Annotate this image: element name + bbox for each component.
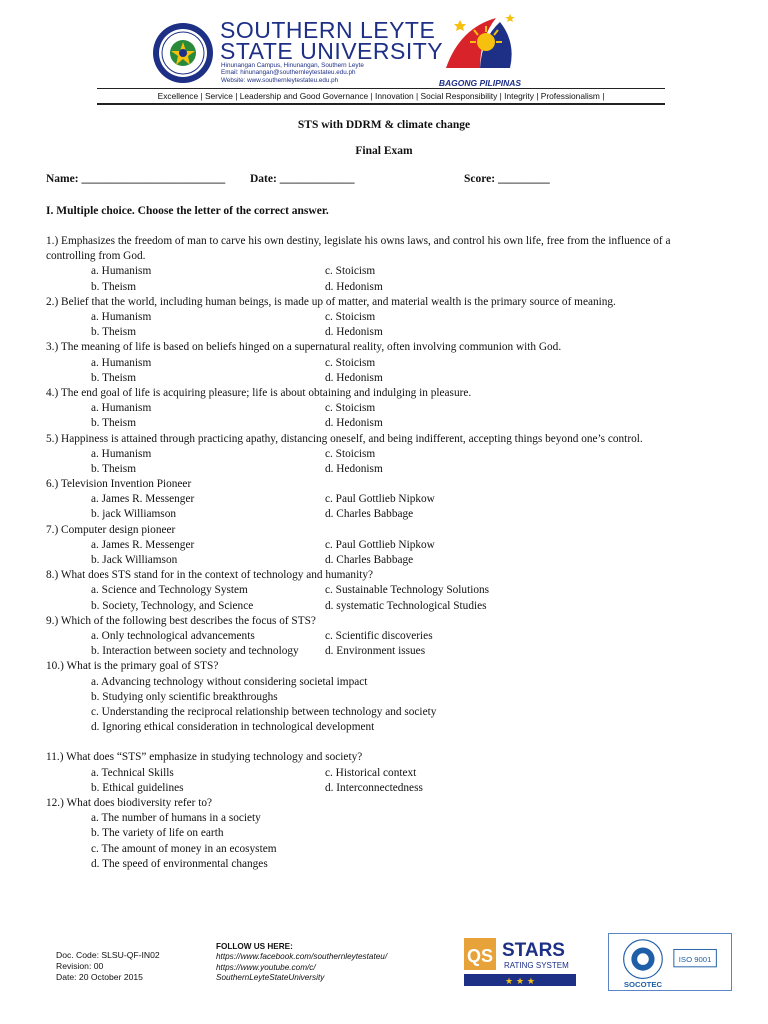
- option-row: [46, 462, 718, 477]
- option-row: [46, 280, 718, 295]
- doc-date: Date: 20 October 2015: [56, 972, 143, 982]
- answer-option[interactable]: a. The number of humans in a society: [91, 812, 261, 825]
- answer-option[interactable]: b. Theism: [91, 462, 136, 475]
- answer-option[interactable]: d. Hedonism: [325, 417, 383, 430]
- question-text: 1.) Emphasizes the freedom of man to carve his own destiny, legislate his owns laws, and control his own life, free from the influence of a controlling from God.: [46, 235, 671, 263]
- answer-option[interactable]: a. James R. Messenger: [91, 538, 195, 551]
- answer-options: [46, 766, 718, 796]
- answer-option[interactable]: c. Stoicism: [325, 447, 376, 460]
- answer-options: [46, 264, 718, 294]
- qs-mark-text: QS: [466, 946, 494, 966]
- question-text: 12.) What does biodiversity refer to?: [46, 796, 213, 809]
- campus-info: [221, 62, 364, 84]
- bagong-pilipinas-logo-icon: [440, 8, 520, 80]
- campus-email: Email: hinunangan@southernleytestateu.edu.ph: [221, 69, 356, 77]
- answer-option[interactable]: b. jack Williamson: [91, 508, 176, 521]
- answer-option[interactable]: d. Interconnectedness: [325, 781, 423, 794]
- answer-options: [46, 356, 718, 386]
- answer-option[interactable]: b. Society, Technology, and Science: [91, 599, 254, 612]
- answer-option[interactable]: d. The speed of environmental changes: [91, 857, 268, 870]
- question-text: 8.) What does STS stand for in the context of technology and humanity?: [46, 569, 374, 582]
- question-text: 10.) What is the primary goal of STS?: [46, 660, 219, 673]
- qs-rating-text: RATING SYSTEM: [504, 961, 569, 970]
- answer-option[interactable]: b. Theism: [91, 371, 136, 384]
- answer-option[interactable]: a. Only technological advancements: [91, 630, 255, 643]
- header-rule-top: [97, 88, 665, 89]
- question-item: [46, 340, 718, 386]
- question-text: 3.) The meaning of life is based on beliefs hinged on a supernatural reality, often involving communion with God.: [46, 341, 562, 354]
- answer-option[interactable]: c. Stoicism: [325, 265, 376, 278]
- option-row: [46, 371, 718, 386]
- answer-option[interactable]: d. Charles Babbage: [325, 554, 414, 567]
- answer-option[interactable]: c. Scientific discoveries: [325, 630, 433, 643]
- answer-option[interactable]: c. Paul Gottlieb Nipkow: [325, 493, 435, 506]
- university-name: [220, 17, 444, 64]
- answer-options: [46, 583, 718, 613]
- question-text: 2.) Belief that the world, including human beings, is made up of matter, and material wealth is the primary source of meaning.: [46, 295, 616, 308]
- socotec-iso-logo-icon: [608, 933, 732, 991]
- youtube-link[interactable]: https://www.youtube.com/c/: [216, 962, 316, 972]
- answer-options: [46, 675, 718, 736]
- answer-options: [46, 401, 718, 431]
- bagong-pilipinas-text: BAGONG PILIPINAS: [438, 78, 522, 88]
- section-heading: I. Multiple choice. Choose the letter of the correct answer.: [46, 205, 329, 217]
- question-item: [46, 659, 718, 735]
- option-row: [46, 447, 718, 462]
- answer-option[interactable]: b. Jack Williamson: [91, 554, 178, 567]
- question-item: [46, 432, 718, 478]
- answer-option[interactable]: a. Humanism: [91, 447, 152, 460]
- option-row: [46, 538, 718, 553]
- option-row: [46, 416, 718, 431]
- answer-options: [46, 310, 718, 340]
- answer-option[interactable]: a. Science and Technology System: [91, 584, 248, 597]
- answer-option[interactable]: a. Humanism: [91, 310, 152, 323]
- doc-revision: Revision: 00: [56, 961, 104, 971]
- question-text: 7.) Computer design pioneer: [46, 523, 176, 536]
- question-text: 6.) Television Invention Pioneer: [46, 478, 192, 491]
- question-item: [46, 568, 718, 614]
- option-row: [46, 507, 718, 522]
- header-rule-bottom: [97, 103, 665, 105]
- youtube-channel-link[interactable]: SouthernLeyteStateUniversity: [216, 973, 325, 983]
- campus-address: Hinunangan Campus, Hinunangan, Southern Leyte: [221, 62, 364, 69]
- answer-option[interactable]: c. Stoicism: [325, 402, 376, 415]
- answer-option[interactable]: a. Humanism: [91, 402, 152, 415]
- answer-option[interactable]: b. Ethical guidelines: [91, 781, 184, 794]
- option-row: [46, 553, 718, 568]
- question-text: 9.) Which of the following best describes the focus of STS?: [46, 614, 316, 627]
- option-row: [46, 766, 718, 781]
- answer-option[interactable]: c. Stoicism: [325, 310, 376, 323]
- score-field[interactable]: Score: _________: [464, 173, 550, 185]
- qs-stars-logo-icon: [464, 936, 576, 988]
- question-item: [46, 295, 718, 341]
- question-list: [46, 234, 718, 872]
- answer-option[interactable]: a. Humanism: [91, 356, 152, 369]
- answer-option[interactable]: d. Hedonism: [325, 280, 383, 293]
- option-row: [46, 644, 718, 659]
- answer-options: [46, 538, 718, 568]
- option-row: [46, 325, 718, 340]
- option-row: [46, 629, 718, 644]
- option-row: [46, 599, 718, 614]
- socotec-text: SOCOTEC: [623, 980, 663, 990]
- letterhead: [0, 0, 768, 106]
- answer-option[interactable]: d. Ignoring ethical consideration in technological development: [91, 721, 375, 734]
- qs-stars-text: STARS: [502, 940, 565, 961]
- university-name-line2: STATE UNIVERSITY: [220, 38, 444, 64]
- answer-option[interactable]: b. Theism: [91, 280, 136, 293]
- answer-option[interactable]: a. Humanism: [91, 265, 152, 278]
- name-field[interactable]: Name: _________________________: [46, 173, 226, 185]
- answer-option[interactable]: c. Stoicism: [325, 356, 376, 369]
- answer-option[interactable]: c. The amount of money in an ecosystem: [91, 842, 277, 855]
- answer-options: [46, 447, 718, 477]
- date-field[interactable]: Date: _____________: [250, 173, 355, 185]
- question-item: [46, 614, 718, 660]
- option-row: [46, 583, 718, 598]
- answer-option[interactable]: b. The variety of life on earth: [91, 827, 224, 840]
- option-row: [46, 781, 718, 796]
- answer-option[interactable]: d. Hedonism: [325, 326, 383, 339]
- answer-option[interactable]: a. James R. Messenger: [91, 493, 195, 506]
- answer-option[interactable]: c. Sustainable Technology Solutions: [325, 584, 490, 597]
- question-item: [46, 750, 718, 796]
- question-spacer: [46, 735, 718, 750]
- university-name-line1: SOUTHERN LEYTE: [220, 17, 436, 43]
- answer-option[interactable]: d. Environment issues: [325, 645, 426, 658]
- university-seal-icon: [152, 22, 214, 84]
- core-values-motto: Excellence | Service | Leadership and Good Governance | Innovation | Social Responsibility | Integrity | Professionalism |: [157, 91, 605, 101]
- student-info-row: [46, 173, 726, 189]
- question-item: [46, 477, 718, 523]
- option-row: [46, 401, 718, 416]
- exam-title: STS with DDRM & climate change: [297, 119, 471, 131]
- answer-option[interactable]: c. Historical context: [325, 766, 417, 779]
- option-row: [46, 310, 718, 325]
- question-item: [46, 796, 718, 872]
- answer-options: [46, 629, 718, 659]
- follow-heading: FOLLOW US HERE:: [216, 942, 293, 951]
- answer-option[interactable]: a. Advancing technology without considering societal impact: [91, 675, 368, 688]
- answer-option[interactable]: b. Theism: [91, 326, 136, 339]
- answer-option[interactable]: d. systematic Technological Studies: [325, 599, 487, 612]
- answer-option[interactable]: d. Hedonism: [325, 462, 383, 475]
- question-item: [46, 234, 718, 295]
- answer-option[interactable]: a. Technical Skills: [91, 766, 174, 779]
- answer-options: [46, 492, 718, 522]
- option-row: [46, 356, 718, 371]
- answer-option[interactable]: d. Charles Babbage: [325, 508, 414, 521]
- question-text: 11.) What does “STS” emphasize in studying technology and society?: [46, 751, 363, 764]
- answer-option[interactable]: b. Interaction between society and technology: [91, 645, 299, 658]
- answer-option[interactable]: c. Understanding the reciprocal relationship between technology and society: [91, 705, 437, 718]
- doc-code: Doc. Code: SLSU-QF-IN02: [56, 950, 160, 960]
- answer-option[interactable]: b. Theism: [91, 417, 136, 430]
- document-info: [56, 950, 160, 983]
- campus-website: Website: www.southernleytestateu.edu.ph: [221, 76, 339, 84]
- answer-option[interactable]: c. Paul Gottlieb Nipkow: [325, 538, 435, 551]
- question-item: [46, 386, 718, 432]
- question-text: 5.) Happiness is attained through practicing apathy, distancing oneself, and being indifferent, accepting things beyond one’s control.: [46, 432, 643, 445]
- answer-option[interactable]: b. Studying only scientific breakthroughs: [91, 690, 278, 703]
- option-row: [46, 264, 718, 279]
- option-row: [46, 492, 718, 507]
- iso-text: ISO 9001: [678, 955, 712, 964]
- qs-stars-rating-icon: ★ ★ ★: [505, 977, 535, 987]
- question-item: [46, 523, 718, 569]
- social-links: [216, 942, 387, 984]
- answer-options: [46, 811, 718, 872]
- question-text: 4.) The end goal of life is acquiring pleasure; life is about obtaining and indulging in pleasure.: [46, 386, 472, 399]
- answer-option[interactable]: d. Hedonism: [325, 371, 383, 384]
- exam-subtitle: Final Exam: [355, 145, 413, 157]
- facebook-link[interactable]: https://www.facebook.com/southernleytestateu/: [216, 952, 388, 962]
